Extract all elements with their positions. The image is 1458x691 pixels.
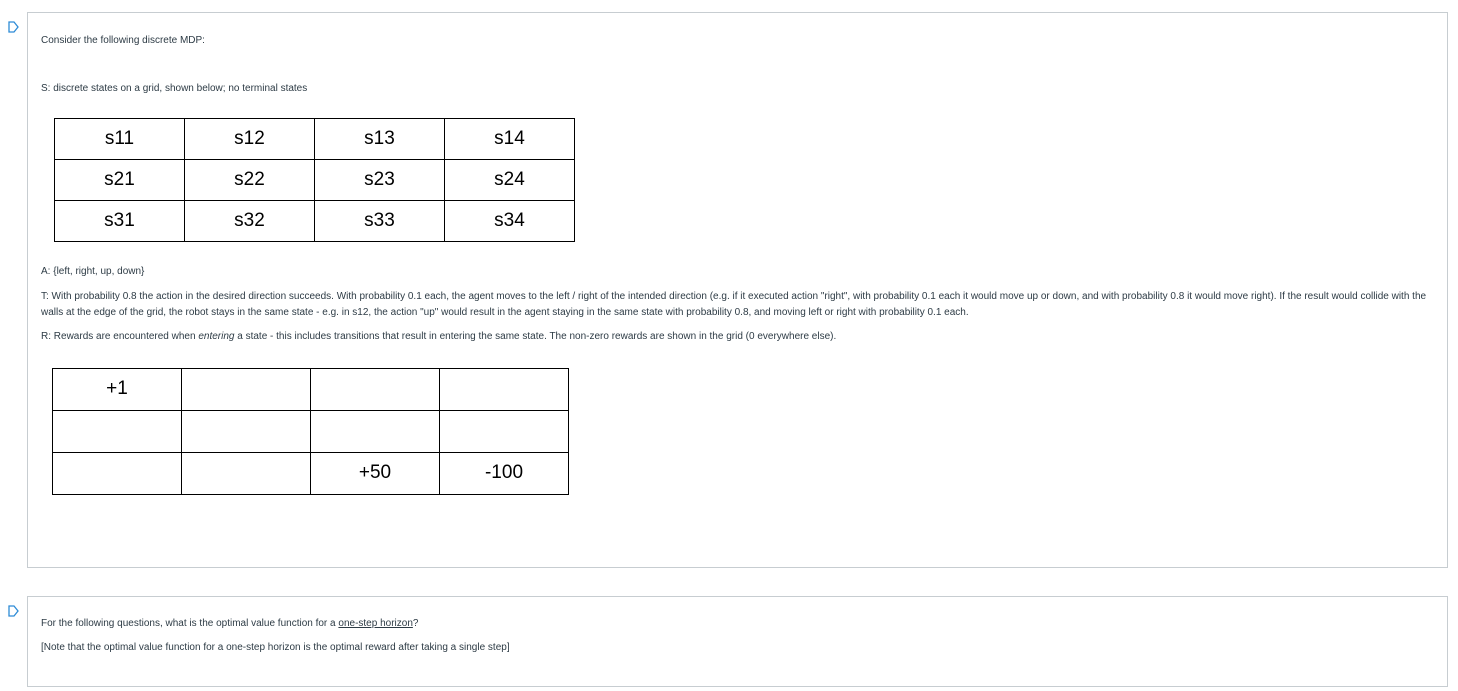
reward-cell — [440, 411, 569, 453]
question-intro: Consider the following discrete MDP: — [41, 35, 205, 46]
state-cell: s11 — [55, 119, 185, 160]
state-grid — [54, 118, 575, 242]
reward-cell — [440, 369, 569, 411]
actions-description — [41, 266, 144, 277]
rewards-label: R — [41, 331, 49, 342]
state-row — [55, 160, 575, 201]
actions-label: A — [41, 266, 48, 277]
reward-cell — [53, 453, 182, 495]
question-2-prompt — [41, 618, 418, 629]
reward-grid — [52, 368, 569, 495]
state-cell: s33 — [315, 201, 445, 242]
transitions-label: T — [41, 291, 46, 302]
state-row — [55, 201, 575, 242]
state-cell: s14 — [445, 119, 575, 160]
question-2-panel — [27, 596, 1448, 687]
state-cell: s21 — [55, 160, 185, 201]
transitions-description — [41, 289, 1429, 321]
rewards-text-emphasis: entering — [198, 331, 235, 342]
one-step-horizon-link[interactable]: one-step horizon — [338, 618, 413, 629]
state-cell: s13 — [315, 119, 445, 160]
state-row — [55, 119, 575, 160]
state-cell: s23 — [315, 160, 445, 201]
reward-row — [53, 369, 569, 411]
reward-row — [53, 411, 569, 453]
reward-cell: -100 — [440, 453, 569, 495]
rewards-description — [41, 331, 836, 342]
bookmark-flag-icon[interactable] — [8, 605, 19, 617]
bookmark-flag-icon[interactable] — [8, 21, 19, 33]
state-cell: s34 — [445, 201, 575, 242]
reward-cell — [53, 411, 182, 453]
reward-cell — [311, 369, 440, 411]
question-2-note: [Note that the optimal value function for a one-step horizon is the optimal reward after taking a single step] — [41, 642, 510, 653]
reward-cell — [311, 411, 440, 453]
states-text: : discrete states on a grid, shown below; no terminal states — [47, 83, 308, 94]
prompt-end: ? — [412, 618, 419, 629]
states-label: S — [41, 83, 48, 94]
rewards-text-after: a state - this includes transitions that result in entering the same state. The non-zero rewards are shown in the grid (0 everywhere else). — [234, 331, 837, 342]
actions-text: : {left, right, up, down} — [47, 266, 145, 277]
state-cell: s22 — [185, 160, 315, 201]
reward-cell — [182, 411, 311, 453]
state-cell: s32 — [185, 201, 315, 242]
prompt-text: For the following questions, what is the optimal value function for a — [41, 618, 339, 629]
state-cell: s31 — [55, 201, 185, 242]
transitions-text: : With probability 0.8 the action in the desired direction succeeds. With probability 0.1 each, the agent moves to the left / right of the intended direction (e.g. if it executed action "right", with probability 0.1 each it would move up or down, and with probability 0.8 it would move right). If the result would collide with the walls at the edge of the grid, the robot stays in the same state - e.g. in s12, the action "up" would result in the agent staying in the same state with probability 0.8, and moving left or right with probability 0.1 each. — [41, 291, 1427, 318]
rewards-text-before: : Rewards are encountered when — [48, 331, 199, 342]
state-cell: s24 — [445, 160, 575, 201]
reward-row — [53, 453, 569, 495]
states-description — [41, 83, 307, 94]
reward-cell: +1 — [53, 369, 182, 411]
state-cell: s12 — [185, 119, 315, 160]
reward-cell: +50 — [311, 453, 440, 495]
question-1-panel — [27, 12, 1448, 568]
reward-cell — [182, 369, 311, 411]
reward-cell — [182, 453, 311, 495]
